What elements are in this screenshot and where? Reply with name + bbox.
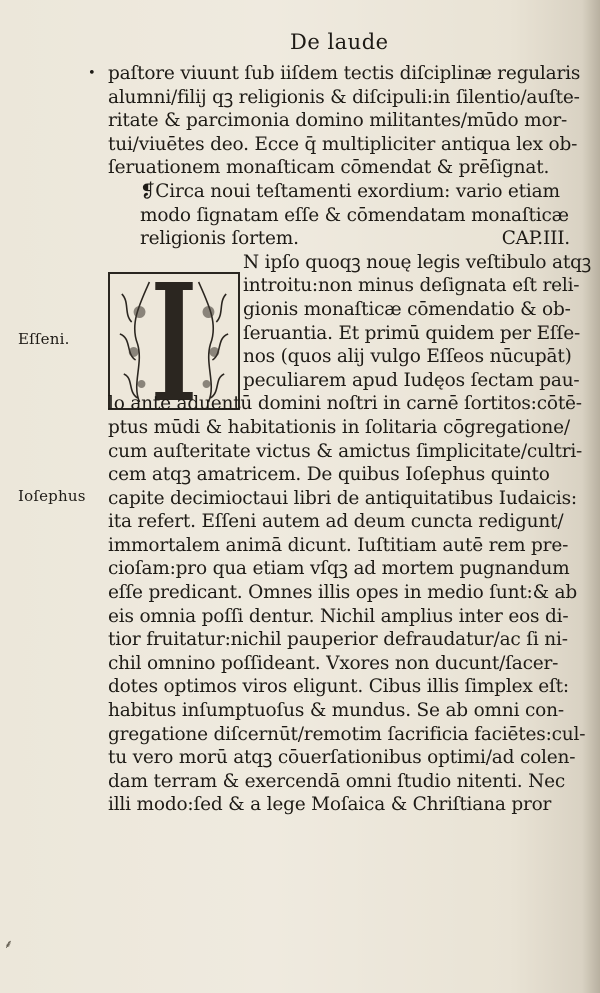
running-header: De laude bbox=[290, 30, 389, 54]
text-line: dam terram & exercendā omni ſtudio nitenti. Nec bbox=[108, 770, 566, 792]
text-line: ſeruationem monaſticam cōmendat & prēſignat. bbox=[108, 157, 550, 179]
text-line: paſtore viuunt ſub iiſdem tectis diſciplinæ regularis bbox=[108, 63, 581, 84]
text-line: gionis monaſticæ cōmendatio & ob- bbox=[243, 298, 571, 320]
text-line: introitu:non minus deſignata eſt reli- bbox=[243, 275, 580, 297]
chapter-heading-row bbox=[108, 227, 578, 251]
text-line: capite decimioctaui libri de antiquitatibus Iudaicis: bbox=[108, 487, 577, 509]
rubric-line: ❡Circa noui teſtamenti exordium: vario etiam bbox=[140, 180, 560, 202]
margin-note-esseni: Eſſeni. bbox=[18, 330, 70, 348]
main-text bbox=[108, 62, 592, 817]
text-line: eſſe predicant. Omnes illis opes in medio ſunt:& ab bbox=[108, 582, 578, 604]
text-line: tior fruitatur:nichil pauperior defraudatur/ac ſi ni- bbox=[108, 629, 568, 651]
text-line: chil omnino poſſideant. Vxores non ducunt/ſacer- bbox=[108, 652, 559, 674]
rubric-line: modo ſignatam eſſe & cōmendatam monaſticæ bbox=[140, 204, 569, 226]
text-line: illi modo:ſed & a lege Moſaica & Chriſtiana pror bbox=[108, 794, 552, 816]
text-line: eis omnia poſſi dentur. Nichil amplius inter eos di- bbox=[108, 605, 569, 627]
text-line: cem atqꝫ amatricem. De quibus Ioſephus quinto bbox=[108, 464, 550, 486]
text-line: habitus inſumptuoſus & mundus. Se ab omni con- bbox=[108, 700, 564, 722]
margin-note-iosephus: Ioſephus bbox=[18, 487, 86, 505]
text-line: ritate & parcimonia domino militantes/mūdo mor- bbox=[108, 110, 568, 132]
bullet-marker: • bbox=[88, 66, 96, 81]
text-line: nos (quos alij vulgo Eſſeos nūcupāt) bbox=[243, 346, 572, 368]
rubric-end: religionis ſortem. bbox=[140, 228, 299, 250]
text-line: peculiarem apud Iudęos ſectam pau- bbox=[243, 369, 580, 391]
ink-smudge: ⸙ bbox=[4, 937, 14, 951]
text-line: lo ante aduentū domini noſtri in carnē ſortitos:cōtē- bbox=[108, 393, 582, 415]
text-line: tui/viuētes deo. Ecce q̄ multipliciter antiqua lex ob- bbox=[108, 133, 578, 155]
text-line: ptus mūdi & habitationis in ſolitaria cōgregatione/ bbox=[108, 416, 570, 438]
text-line: cum auſteritate victus & amictus ſimplicitate/cultri- bbox=[108, 440, 583, 462]
text-line: ſeruantia. Et primū quidem per Eſſe- bbox=[243, 322, 581, 344]
text-line: alumni/filij qꝫ religionis & diſcipuli:in ſilentio/auſte- bbox=[108, 86, 580, 108]
text-line: immortalem animā dicunt. Iuſtitiam autē rem pre- bbox=[108, 534, 569, 556]
text-line: gregatione diſcernūt/remotim ſacrificia faciētes:cul- bbox=[108, 723, 586, 745]
text-line: N ipſo quoqꝫ nouę legis veſtibulo atqꝫ bbox=[243, 251, 592, 273]
text-line: cioſam:pro qua etiam vſqꝫ ad mortem pugnandum bbox=[108, 558, 570, 580]
chapter-number: CAP.III. bbox=[501, 228, 570, 250]
text-line: ita refert. Eſſeni autem ad deum cuncta redigunt/ bbox=[108, 511, 564, 533]
text-line: dotes optimos viros eligunt. Cibus illis ſimplex eſt: bbox=[108, 676, 569, 698]
text-line: tu vero morū atqꝫ cōuerſationibus optimi/ad colen- bbox=[108, 747, 576, 769]
